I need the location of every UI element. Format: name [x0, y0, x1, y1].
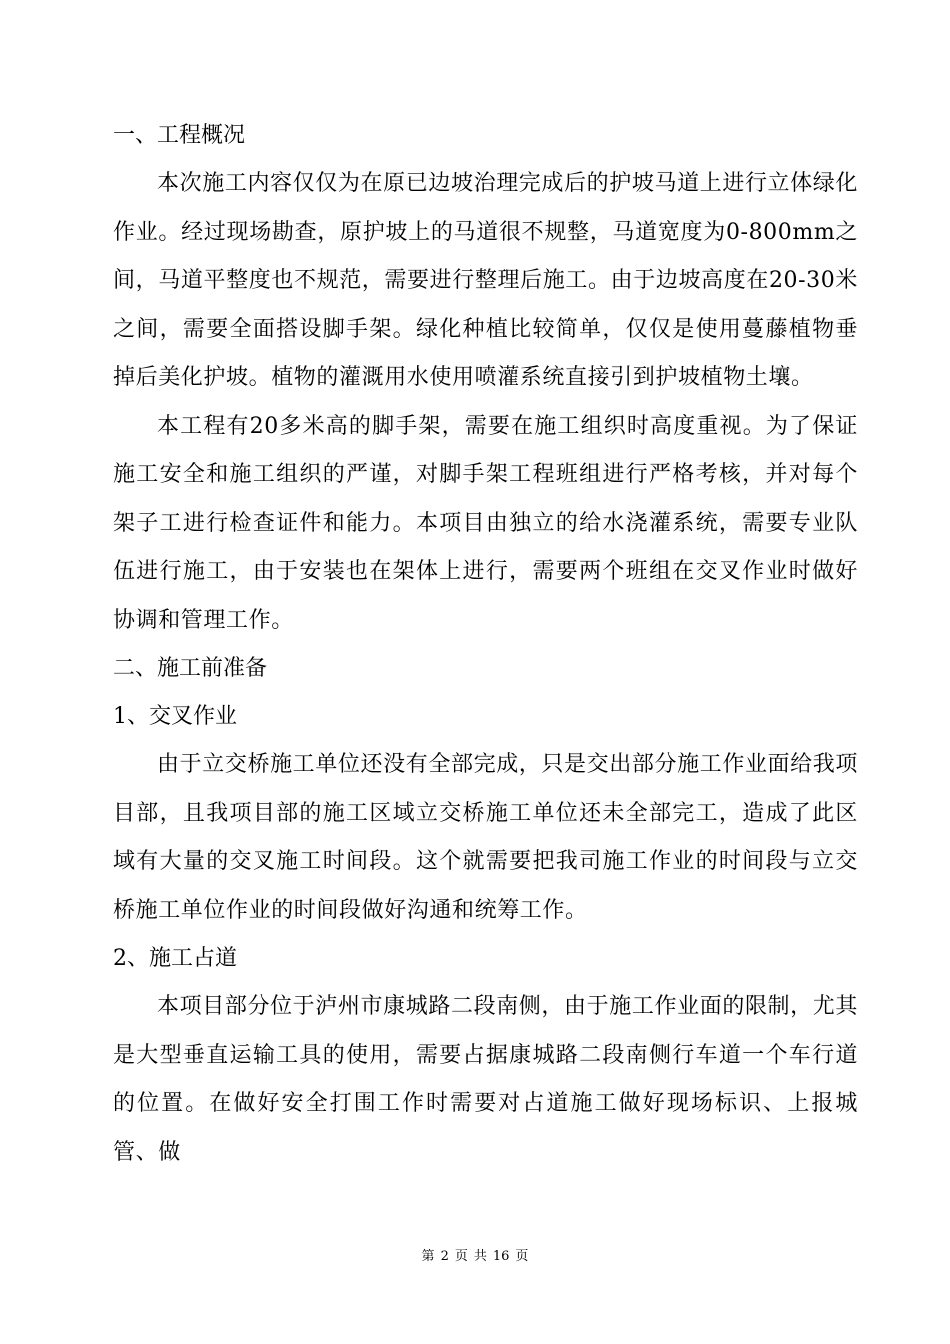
- total-pages-number: 16: [492, 1249, 510, 1264]
- paragraph: 由于立交桥施工单位还没有全部完成，只是交出部分施工作业面给我项目部，且我项目部的施工区域立交桥施工单位还未全部完工，造成了此区域有大量的交叉施工时间段。这个就需要把我司施工作业的时间段与立交桥施工单位作业的时间段做好沟通和统筹工作。: [113, 752, 858, 923]
- current-page-number: 2: [440, 1249, 449, 1264]
- subsection-heading-cross-work: 1、交叉作业: [113, 704, 237, 729]
- paragraph: 本项目部分位于泸州市康城路二段南侧，由于施工作业面的限制，尤其是大型垂直运输工具的使用，需要占据康城路二段南侧行车道一个车行道的位置。在做好安全打围工作时需要对占道施工做好现场标识、上报城管、做: [113, 994, 858, 1165]
- subsection-heading-road-occupation: 2、施工占道: [113, 946, 237, 971]
- document-body: [113, 112, 858, 1177]
- footer-suffix: 页: [515, 1249, 529, 1264]
- paragraph: 本次施工内容仅仅为在原已边坡治理完成后的护坡马道上进行立体绿化作业。经过现场勘查，原护坡上的马道很不规整，马道宽度为0-800mm之间，马道平整度也不规范，需要进行整理后施工。由于边坡高度在20-30米之间，需要全面搭设脚手架。绿化种植比较简单，仅仅是使用蔓藤植物垂掉后美化护坡。植物的灌溉用水使用喷灌系统直接引到护坡植物土壤。: [113, 171, 858, 390]
- footer-page-word: 页: [454, 1249, 468, 1264]
- paragraph: 本工程有20多米高的脚手架，需要在施工组织时高度重视。为了保证施工安全和施工组织的严谨，对脚手架工程班组进行严格考核，并对每个架子工进行检查证件和能力。本项目由独立的给水浇灌系统，需要专业队伍进行施工，由于安装也在架体上进行，需要两个班组在交叉作业时做好协调和管理工作。: [113, 413, 858, 633]
- page-footer: [0, 1247, 950, 1267]
- section-heading-preparation: 二、施工前准备: [113, 656, 268, 681]
- section-heading-overview: 一、工程概况: [113, 123, 246, 148]
- footer-total-word: 共: [473, 1249, 487, 1264]
- footer-prefix: 第: [421, 1249, 435, 1264]
